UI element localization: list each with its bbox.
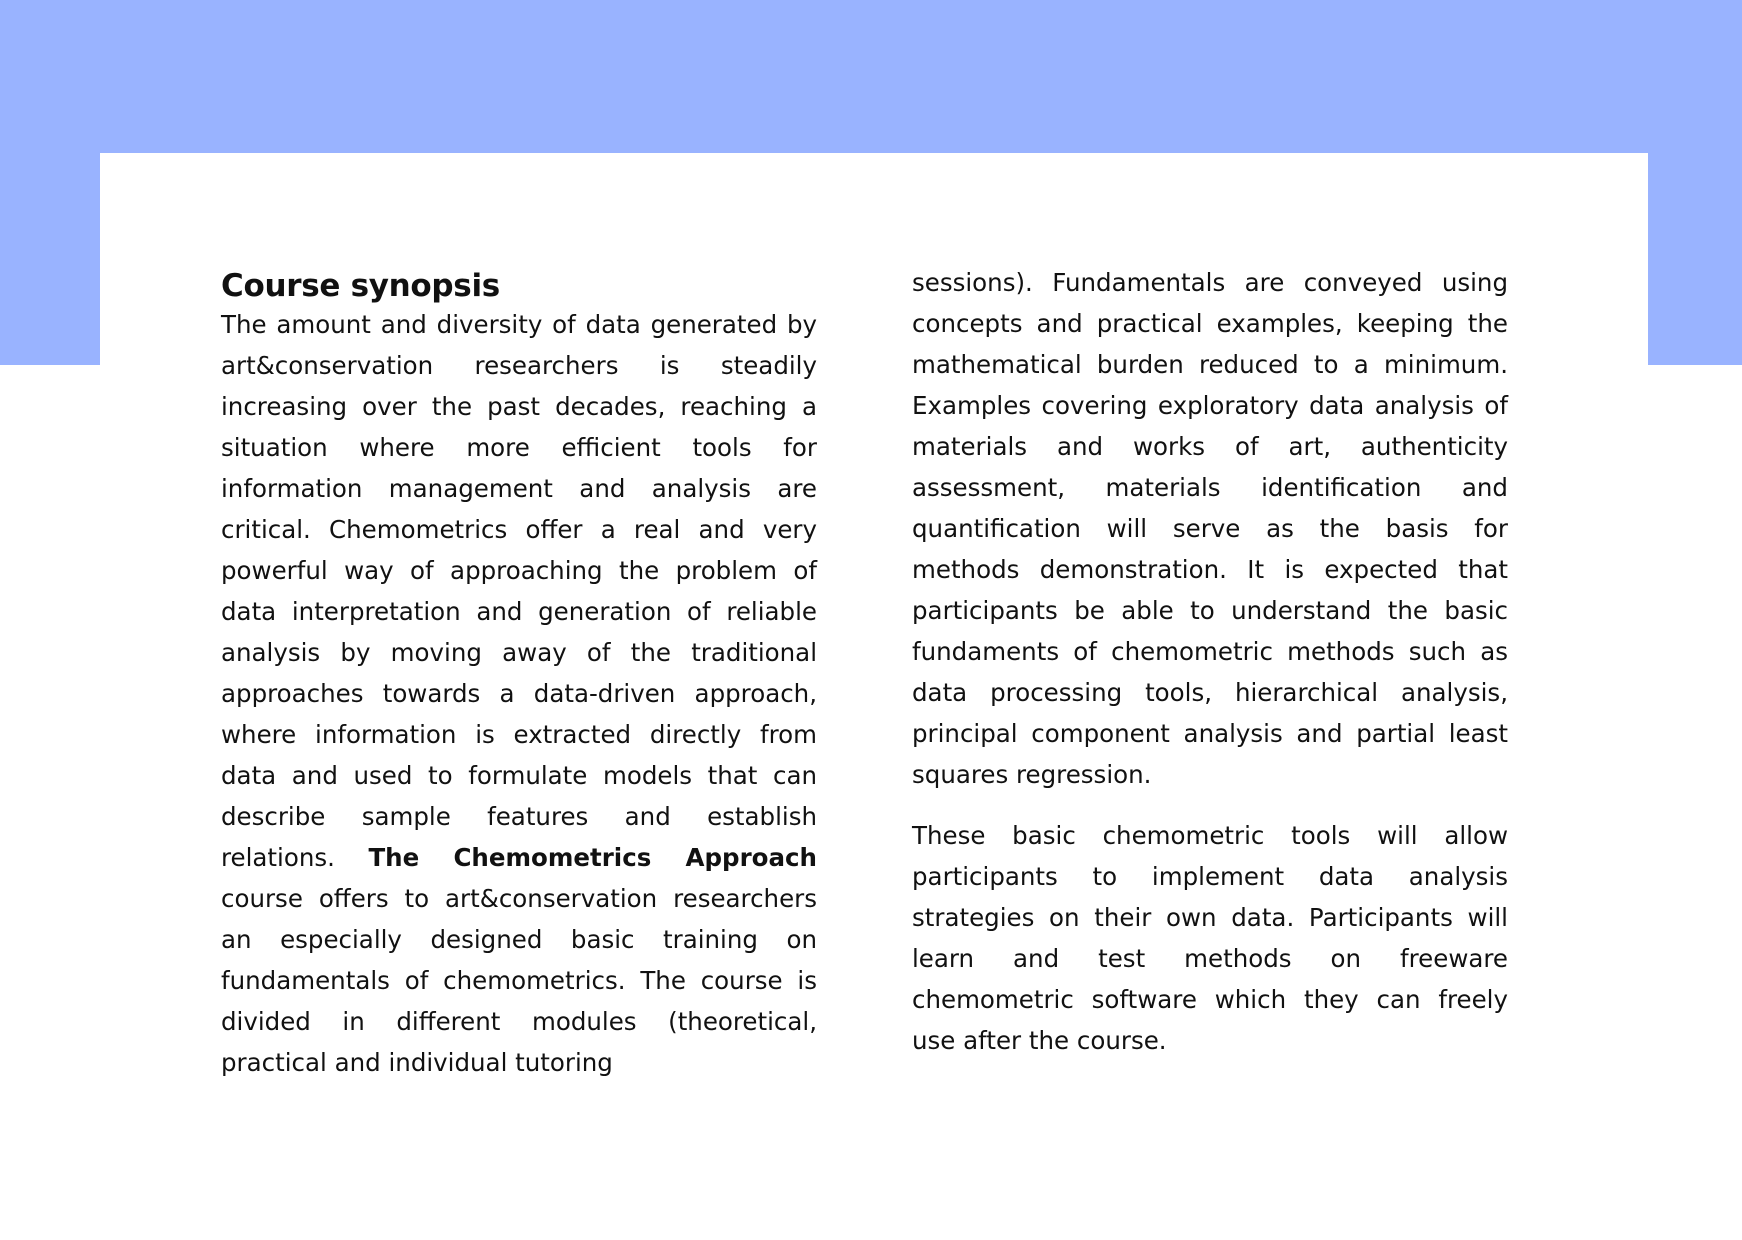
synopsis-paragraph-right-2: These basic chemometric tools will allow participants to implement data analysis strategies on their own data. Participants will learn and test methods on freeware chemometric software which they can freely use after the course. <box>912 821 1508 1055</box>
synopsis-text-continued: course offers to art&conservation researchers an especially designed basic training on fundamentals of chemometrics. The course is divided in different modules (theoretical, practical and individual tutoring <box>221 884 817 1077</box>
course-name-bold: The Chemometrics Approach <box>368 843 817 872</box>
right-column <box>912 262 1508 1061</box>
synopsis-text-intro: The amount and diversity of data generated by art&conservation researchers is steadily increasing over the past decades, reaching a situation where more efficient tools for information management and analysis are critical. Chemometrics offer a real and very powerful way of approaching the problem of data interpretation and generation of reliable analysis by moving away of the traditional approaches towards a data-driven approach, where information is extracted directly from data and used to formulate models that can describe sample features and establish relations. <box>221 310 817 872</box>
left-column <box>221 265 817 1083</box>
synopsis-paragraph-right-1: sessions). Fundamentals are conveyed using concepts and practical examples, keeping the mathematical burden reduced to a minimum. Examples covering exploratory data analysis of materials and works of art, authenticity assessment, materials identification and quantification will serve as the basis for methods demonstration. It is expected that participants be able to understand the basic fundaments of chemometric methods such as data processing tools, hierarchical analysis, principal component analysis and partial least squares regression. <box>912 268 1508 789</box>
synopsis-paragraph-left <box>221 304 817 1083</box>
section-heading: Course synopsis <box>221 268 500 304</box>
